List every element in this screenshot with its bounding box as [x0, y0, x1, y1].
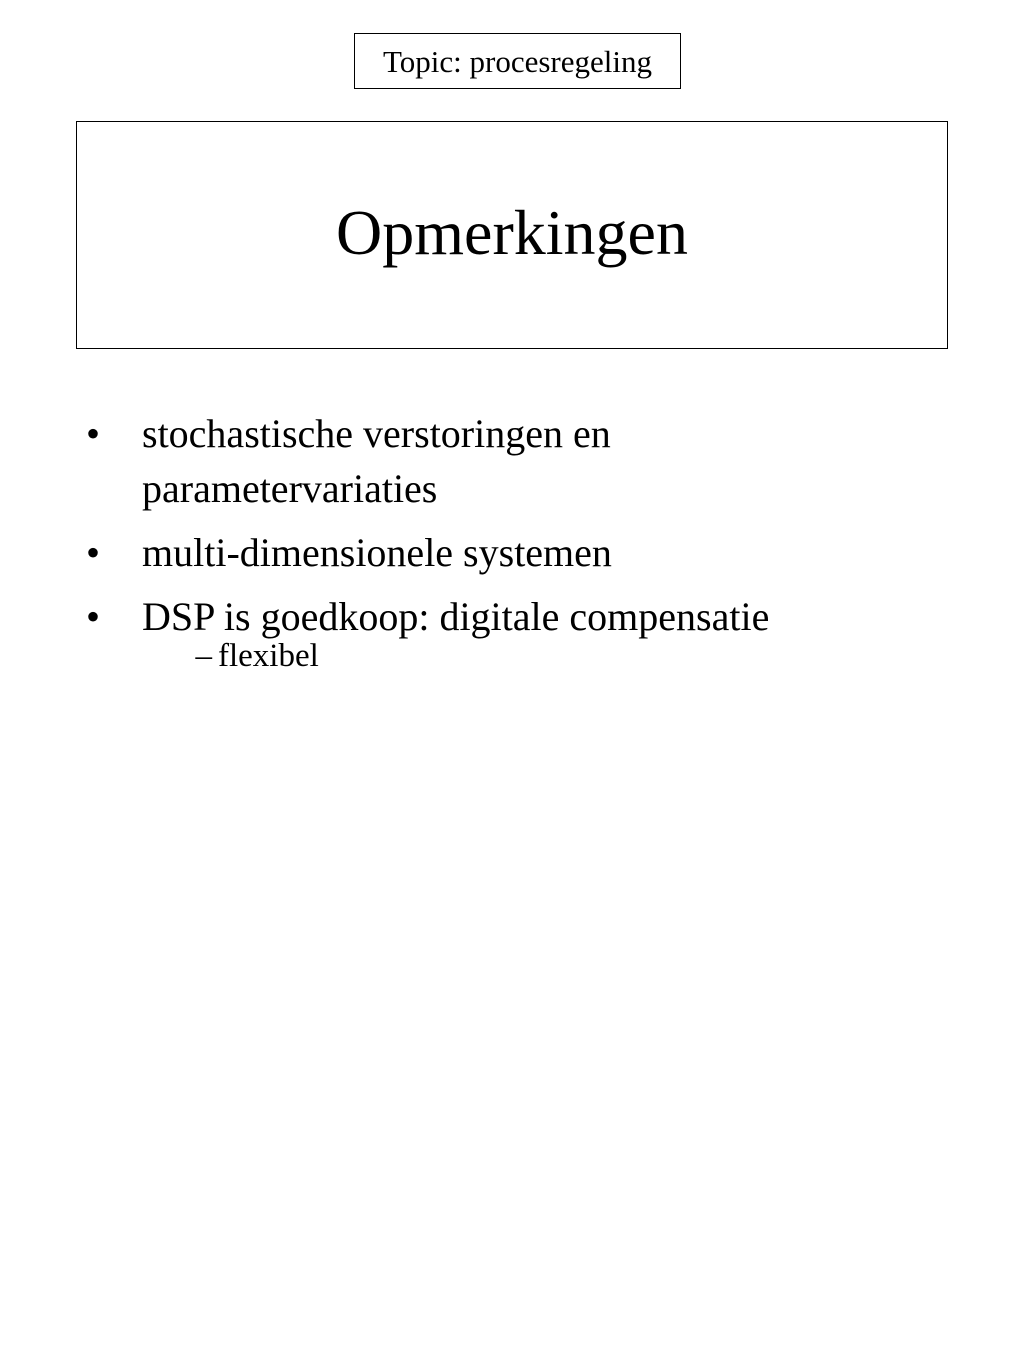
slide-title: Opmerkingen [336, 197, 688, 268]
bullet-item [86, 589, 966, 676]
slide-title-box [76, 121, 948, 349]
bullet-icon: • [86, 594, 101, 639]
sub-bullet-item [158, 636, 966, 676]
bullet-item [86, 406, 966, 516]
dash-icon: – [195, 638, 212, 674]
bullet-text-line: DSP is goedkoop: digitale compensatie [142, 594, 770, 639]
bullet-text-line: stochastische verstoringen en [142, 411, 611, 456]
bullet-item [86, 525, 966, 580]
topic-text: Topic: procesregeling [383, 43, 652, 79]
bullet-icon: • [86, 530, 101, 575]
bullet-text-line: multi-dimensionele systemen [142, 530, 612, 575]
sub-bullet-text: flexibel [218, 638, 319, 674]
bullet-list [86, 406, 966, 685]
bullet-text-line: parametervariaties [142, 466, 438, 511]
topic-label [354, 33, 681, 89]
bullet-icon: • [86, 411, 101, 456]
sub-bullet-list [142, 636, 966, 676]
